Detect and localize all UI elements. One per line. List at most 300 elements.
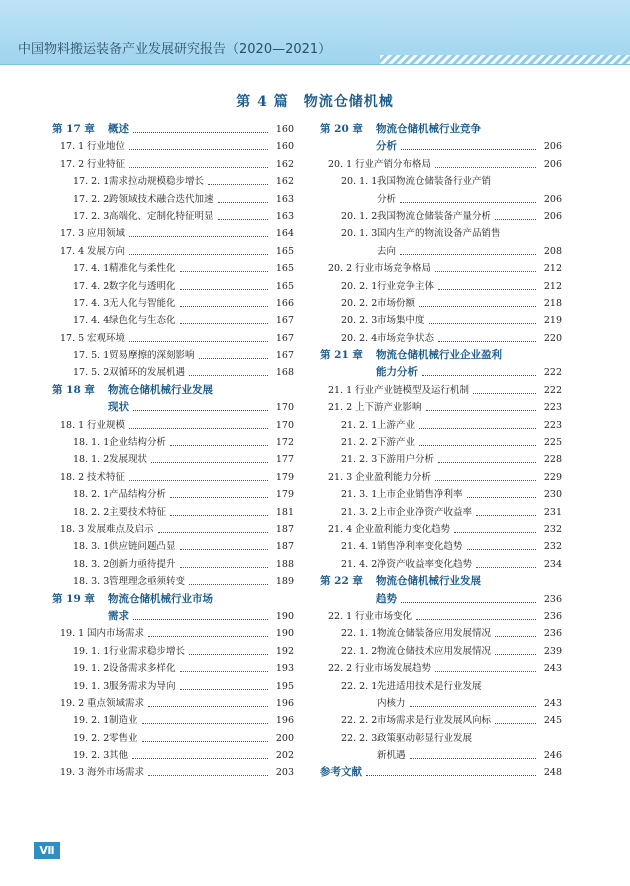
- toc-entry-number: 20. 2. 2: [341, 297, 378, 309]
- toc-entry-number: 第 19 章: [52, 592, 95, 605]
- toc-entry-title: 政策驱动彰显行业发展: [377, 732, 473, 744]
- toc-leader-dots: [400, 243, 536, 255]
- toc-entry-page: 196: [275, 697, 294, 709]
- toc-entry-page: 232: [543, 541, 562, 553]
- toc-entry-page: 206: [543, 158, 562, 170]
- toc-entry-title: 行业规模: [87, 419, 126, 431]
- toc-entry: [320, 138, 562, 155]
- toc-entry-page: 230: [543, 489, 562, 501]
- toc-entry: [320, 625, 562, 642]
- toc-entry: [52, 747, 294, 764]
- toc-entry-number: 19. 1. 1: [73, 645, 110, 657]
- toc-entry-page: 236: [543, 610, 562, 622]
- toc-entry-number: 17. 5. 1: [73, 350, 110, 362]
- toc-entry-title: 跨领域技术融合迭代加速: [109, 193, 214, 205]
- toc-entry-page: 222: [543, 367, 562, 379]
- toc-entry-title: 物流仓储机械行业发展: [108, 383, 213, 396]
- toc-entry-number: 18. 3. 1: [73, 541, 110, 553]
- toc-entry: [52, 573, 294, 590]
- toc-entry-number: 17. 4. 2: [73, 280, 110, 292]
- toc-leader-dots: [435, 660, 536, 672]
- toc-entry: [320, 678, 562, 695]
- toc-entry-number: 19. 3: [60, 767, 85, 779]
- toc-entry-number: 第 18 章: [52, 383, 95, 396]
- toc-entry-page: 179: [275, 471, 294, 483]
- toc-entry-number: 21. 2. 1: [341, 419, 378, 431]
- toc-entry-page: 192: [275, 645, 294, 657]
- toc-entry-page: 196: [275, 715, 294, 727]
- toc-entry: [52, 382, 294, 399]
- toc-entry: [52, 173, 294, 190]
- toc-entry: [320, 347, 562, 364]
- toc-entry-title: 行业产业链模型及运行机制: [355, 384, 470, 396]
- toc-entry-title: 发展现状: [109, 454, 148, 466]
- toc-leader-dots: [180, 678, 268, 690]
- toc-entry-number: 21. 2: [328, 402, 353, 414]
- toc-leader-dots: [180, 312, 268, 324]
- toc-entry-title: 上市企业销售净利率: [377, 489, 463, 501]
- toc-entry-page: 232: [543, 523, 562, 535]
- toc-entry-number: 21. 2. 2: [341, 437, 378, 449]
- toc-leader-dots: [129, 156, 268, 168]
- toc-entry-number: 22. 1. 1: [341, 628, 378, 640]
- toc-entry-number: 21. 1: [328, 384, 353, 396]
- toc-entry-title: 行业地位: [87, 141, 126, 153]
- toc-entry-page: 231: [543, 506, 562, 518]
- toc-leader-dots: [495, 643, 536, 655]
- toc-entry-title: 无人化与智能化: [109, 297, 176, 309]
- toc-entry: [320, 191, 562, 208]
- toc-entry: [320, 451, 562, 468]
- toc-entry-number: 20. 1. 1: [341, 176, 378, 188]
- toc-entry: [52, 660, 294, 677]
- toc-entry-number: 18. 3: [60, 523, 85, 535]
- part-title: 第 4 篇 物流仓储机械: [236, 94, 394, 110]
- toc-entry-number: 22. 2. 3: [341, 732, 378, 744]
- toc-entry-title: 上市企业净资产收益率: [377, 506, 473, 518]
- toc-entry: [320, 225, 562, 242]
- toc-entry-page: 164: [275, 228, 294, 240]
- toc-entry-page: 195: [275, 680, 294, 692]
- toc-entry-title: 能力分析: [376, 366, 418, 379]
- toc-entry: [52, 260, 294, 277]
- toc-entry-number: 22. 1: [328, 610, 353, 622]
- toc-entry-number: 19. 2. 1: [73, 715, 110, 727]
- toc-entry-title: 销售净利率变化趋势: [377, 541, 463, 553]
- toc-entry-page: 190: [275, 628, 294, 640]
- toc-entry-page: 223: [543, 402, 562, 414]
- toc-leader-dots: [410, 695, 536, 707]
- toc-entry: [320, 573, 562, 590]
- toc-entry-title: 重点领域需求: [87, 697, 145, 709]
- toc-entry-number: 21. 4. 2: [341, 558, 378, 570]
- toc-entry-page: 203: [275, 767, 294, 779]
- toc-entry-title: 企业盈利能力分析: [355, 471, 432, 483]
- toc-leader-dots: [170, 486, 268, 498]
- toc-entry: [320, 156, 562, 173]
- toc-entry-page: 245: [543, 715, 562, 727]
- toc-entry-title: 国内生产的物流设备产品销售: [377, 228, 501, 240]
- toc-entry-number: 19. 1: [60, 628, 85, 640]
- toc-entry-page: 228: [543, 454, 562, 466]
- toc-entry-title: 市场需求是行业发展风向标: [377, 715, 492, 727]
- toc-entry: [320, 556, 562, 573]
- toc-leader-dots: [133, 399, 268, 411]
- toc-entry-title: 内核力: [377, 697, 406, 709]
- toc-entry-title: 发展方向: [87, 245, 126, 257]
- toc-entry-title: 分析: [376, 140, 397, 153]
- toc-entry-page: 202: [275, 750, 294, 762]
- toc-entry: [52, 608, 294, 625]
- toc-entry-title: 概述: [108, 123, 129, 135]
- toc-leader-dots: [151, 451, 268, 463]
- toc-leader-dots: [467, 538, 536, 550]
- toc-entry-page: 170: [275, 419, 294, 431]
- toc-entry: [320, 173, 562, 190]
- toc-entry-number: 第 17 章: [52, 123, 95, 135]
- toc-entry: [52, 712, 294, 729]
- toc-entry-title: 行业特征: [87, 158, 126, 170]
- toc-leader-dots: [180, 260, 268, 272]
- toc-entry-page: 166: [275, 297, 294, 309]
- toc-entry: [52, 312, 294, 329]
- toc-entry-page: 167: [275, 332, 294, 344]
- toc-leader-dots: [438, 330, 536, 342]
- toc-entry: [52, 451, 294, 468]
- toc-entry-title: 发展难点及启示: [87, 523, 154, 535]
- toc-entry-number: 18. 1. 1: [73, 437, 110, 449]
- toc-entry-page: 187: [275, 541, 294, 553]
- toc-entry: [52, 347, 294, 364]
- toc-leader-dots: [148, 764, 268, 776]
- toc-leader-dots: [133, 121, 268, 133]
- toc-entry: [52, 434, 294, 451]
- toc-leader-dots: [476, 556, 536, 568]
- toc-entry: [52, 625, 294, 642]
- toc-entry-page: 187: [275, 523, 294, 535]
- toc-entry-number: 20. 2. 1: [341, 280, 378, 292]
- toc-leader-dots: [473, 382, 536, 394]
- toc-entry-title: 先进适用技术是行业发展: [377, 680, 482, 692]
- toc-entry-page: 179: [275, 489, 294, 501]
- toc-entry: [52, 191, 294, 208]
- toc-entry: [52, 225, 294, 242]
- toc-entry-title: 数字化与透明化: [109, 280, 176, 292]
- toc-entry-number: 22. 1. 2: [341, 645, 378, 657]
- toc-leader-dots: [419, 417, 536, 429]
- toc-entry-page: 167: [275, 350, 294, 362]
- toc-leader-dots: [218, 191, 268, 203]
- toc-entry-title: 行业市场发展趋势: [355, 663, 432, 675]
- toc-entry-title: 主要技术特征: [109, 506, 167, 518]
- toc-entry: [320, 730, 562, 747]
- toc-entry-page: 177: [275, 454, 294, 466]
- toc-entry-number: 17. 4: [60, 245, 85, 257]
- toc-entry-title: 服务需求为导向: [109, 680, 176, 692]
- toc-entry: [52, 208, 294, 225]
- toc-entry-title: 物流仓储机械行业竞争: [376, 123, 481, 135]
- toc-entry-page: 234: [543, 558, 562, 570]
- toc-leader-dots: [476, 504, 536, 516]
- toc-entry: [320, 504, 562, 521]
- toc-entry-title: 现状: [108, 401, 129, 414]
- toc-leader-dots: [438, 278, 536, 290]
- toc-entry-page: 200: [275, 732, 294, 744]
- toc-entry-title: 行业竞争主体: [377, 280, 435, 292]
- toc-entry-page: 188: [275, 558, 294, 570]
- toc-entry-page: 163: [275, 210, 294, 222]
- toc-entry-number: 17. 2. 2: [73, 193, 110, 205]
- toc-leader-dots: [189, 643, 268, 655]
- toc-entry-title: 高端化、定制化特征明显: [109, 210, 214, 222]
- toc-entry-title: 分析: [377, 193, 397, 205]
- toc-entry-number: 18. 2. 2: [73, 506, 110, 518]
- toc-entry-page: 212: [543, 280, 562, 292]
- toc-leader-dots: [148, 695, 268, 707]
- toc-entry: [320, 330, 562, 347]
- toc-entry-title: 企业结构分析: [109, 437, 167, 449]
- toc-entry-number: 18. 3. 3: [73, 576, 110, 588]
- toc-leader-dots: [435, 469, 536, 481]
- toc-entry: [52, 504, 294, 521]
- toc-entry-number: 22. 2. 1: [341, 680, 378, 692]
- toc-entry-number: 17. 5: [60, 332, 85, 344]
- toc-entry-page: 246: [543, 750, 562, 762]
- toc-entry-page: 181: [275, 506, 294, 518]
- toc-entry: [52, 156, 294, 173]
- toc-entry-number: 18. 3. 2: [73, 558, 110, 570]
- toc-entry-number: 19. 2: [60, 697, 85, 709]
- toc-entry-title: 海外市场需求: [87, 767, 145, 779]
- toc-entry: [320, 643, 562, 660]
- toc-entry-page: 220: [543, 332, 562, 344]
- toc-entry-title: 行业产销分布格局: [355, 158, 432, 170]
- toc-entry-page: 236: [543, 593, 562, 605]
- toc-entry: [52, 121, 294, 138]
- toc-entry-number: 17. 3: [60, 228, 85, 240]
- toc-leader-dots: [189, 364, 268, 376]
- toc-entry-number: 21. 4. 1: [341, 541, 378, 553]
- toc-entry: [52, 591, 294, 608]
- toc-entry-page: 162: [275, 158, 294, 170]
- toc-entry-page: 160: [275, 124, 294, 135]
- toc-entry: [52, 469, 294, 486]
- toc-leader-dots: [422, 364, 536, 376]
- toc-entry: [320, 208, 562, 225]
- toc-entry: [320, 486, 562, 503]
- header-banner: [0, 0, 630, 64]
- toc-entry: [52, 764, 294, 781]
- toc-entry-number: 18. 1: [60, 419, 85, 431]
- toc-leader-dots: [410, 747, 536, 759]
- toc-entry-title: 物流仓储技术应用发展情况: [377, 645, 492, 657]
- toc-entry-page: 212: [543, 263, 562, 275]
- toc-entry: [320, 434, 562, 451]
- toc-entry-page: 243: [543, 663, 562, 675]
- header-title: 中国物料搬运装备产业发展研究报告（2020—2021）: [18, 42, 332, 57]
- toc-entry-title: 制造业: [109, 715, 138, 727]
- toc-leader-dots: [495, 208, 536, 220]
- toc-entry-title: 物流仓储装备应用发展情况: [377, 628, 492, 640]
- toc-entry-title: 市场竞争状态: [377, 332, 435, 344]
- toc-entry-title: 新机遇: [377, 750, 406, 762]
- toc-entry: [320, 660, 562, 677]
- toc-entry-title: 参考文献: [320, 766, 362, 779]
- toc-entry: [52, 295, 294, 312]
- toc-entry-page: 165: [275, 263, 294, 275]
- toc-entry-page: 219: [543, 315, 562, 327]
- toc-leader-dots: [180, 278, 268, 290]
- toc-entry: [52, 364, 294, 381]
- toc-entry-number: 21. 4: [328, 523, 353, 535]
- toc-entry-page: 206: [543, 210, 562, 222]
- toc-leader-dots: [129, 225, 268, 237]
- toc-leader-dots: [189, 573, 268, 585]
- toc-entry-title: 下游用户分析: [377, 454, 435, 466]
- toc-entry-page: 193: [275, 663, 294, 675]
- toc-leader-dots: [435, 260, 536, 272]
- toc-leader-dots: [401, 138, 536, 150]
- toc-leader-dots: [142, 712, 268, 724]
- header-stripes: [380, 55, 630, 64]
- toc-entry-title: 零售业: [109, 732, 138, 744]
- toc-entry-title: 我国物流仓储装备行业产销: [377, 176, 492, 188]
- toc-entry-title: 贸易摩擦的深刻影响: [109, 350, 195, 362]
- toc-leader-dots: [170, 434, 268, 446]
- toc-entry: [320, 121, 562, 138]
- toc-entry-page: 160: [275, 141, 294, 153]
- toc-entry-title: 需求拉动规模稳步增长: [109, 176, 205, 188]
- toc-column-left: [52, 121, 294, 782]
- toc-entry: [52, 486, 294, 503]
- toc-entry-page: 165: [275, 245, 294, 257]
- toc-entry-number: 20. 2. 3: [341, 315, 378, 327]
- toc-entry-page: 172: [275, 437, 294, 449]
- toc-entry-page: 225: [543, 437, 562, 449]
- toc-entry-number: 18. 2: [60, 471, 85, 483]
- toc-entry: [320, 712, 562, 729]
- toc-entry-page: 190: [275, 610, 294, 622]
- toc-entry: [52, 399, 294, 416]
- toc-entry-page: 170: [275, 402, 294, 414]
- toc-entry-title: 技术特征: [87, 471, 126, 483]
- toc-entry: [52, 330, 294, 347]
- toc-entry: [320, 747, 562, 764]
- toc-leader-dots: [495, 712, 536, 724]
- toc-leader-dots: [495, 625, 536, 637]
- toc-entry-number: 17. 1: [60, 141, 85, 153]
- toc-entry-page: 165: [275, 280, 294, 292]
- toc-leader-dots: [133, 608, 268, 620]
- toc-entry-page: 206: [543, 141, 562, 153]
- toc-entry-title: 绿色化与生态化: [109, 315, 176, 327]
- toc-entry-title: 设备需求多样化: [109, 663, 176, 675]
- toc-leader-dots: [426, 399, 536, 411]
- toc-entry-number: 19. 2. 3: [73, 750, 110, 762]
- toc-entry-number: 第 21 章: [320, 349, 363, 362]
- toc-entry-page: 167: [275, 315, 294, 327]
- toc-entry-number: 18. 1. 2: [73, 454, 110, 466]
- toc-entry-title: 我国物流仓储装备产量分析: [377, 210, 492, 222]
- toc-entry-number: 17. 4. 3: [73, 297, 110, 309]
- toc-leader-dots: [429, 312, 536, 324]
- toc-entry-title: 净资产收益率变化趋势: [377, 558, 473, 570]
- toc-entry: [320, 591, 562, 608]
- toc-entry: [320, 764, 562, 781]
- toc-entry-title: 其他: [109, 750, 129, 762]
- toc-entry-number: 20. 1: [328, 158, 353, 170]
- toc-leader-dots: [129, 469, 268, 481]
- toc-entry: [320, 399, 562, 416]
- toc-entry-title: 去向: [377, 245, 397, 257]
- toc-entry-page: 168: [275, 367, 294, 379]
- toc-leader-dots: [366, 764, 536, 776]
- toc-leader-dots: [435, 156, 536, 168]
- toc-entry: [52, 417, 294, 434]
- toc-entry-number: 22. 2: [328, 663, 353, 675]
- toc-entry-title: 供应链问题凸显: [109, 541, 176, 553]
- toc-entry: [320, 364, 562, 381]
- toc-entry-page: 243: [543, 697, 562, 709]
- toc-leader-dots: [180, 538, 268, 550]
- toc-entry-title: 创新力亟待提升: [109, 558, 176, 570]
- toc-entry: [52, 538, 294, 555]
- page-number: Ⅶ: [39, 844, 55, 857]
- toc-entry-page: 206: [543, 193, 562, 205]
- toc-entry-number: 第 20 章: [320, 123, 363, 135]
- toc-entry: [320, 417, 562, 434]
- toc-entry: [52, 695, 294, 712]
- toc-column-right: [320, 121, 562, 782]
- toc-leader-dots: [416, 608, 536, 620]
- toc-entry-page: 218: [543, 297, 562, 309]
- toc-entry-page: 163: [275, 193, 294, 205]
- toc-entry-number: 20. 2: [328, 263, 353, 275]
- toc-entry-title: 市场份额: [377, 297, 416, 309]
- toc-entry: [52, 730, 294, 747]
- toc-entry-number: 21. 3: [328, 471, 353, 483]
- toc-leader-dots: [129, 243, 268, 255]
- toc-entry-number: 20. 1. 3: [341, 228, 378, 240]
- toc-leader-dots: [180, 556, 268, 568]
- toc-entry-number: 19. 1. 3: [73, 680, 110, 692]
- toc-entry-title: 下游产业: [377, 437, 416, 449]
- toc-entry-number: 20. 1. 2: [341, 210, 378, 222]
- toc-entry-title: 上游产业: [377, 419, 416, 431]
- toc-entry: [320, 469, 562, 486]
- toc-entry: [320, 521, 562, 538]
- toc-leader-dots: [170, 504, 268, 516]
- toc-entry-page: 223: [543, 419, 562, 431]
- toc-entry-number: 21. 2. 3: [341, 454, 378, 466]
- toc-entry: [320, 382, 562, 399]
- toc-entry-number: 17. 5. 2: [73, 367, 110, 379]
- toc-entry-title: 应用领域: [87, 228, 126, 240]
- toc-entry-page: 229: [543, 471, 562, 483]
- header-divider: [0, 64, 630, 65]
- toc-entry: [52, 138, 294, 155]
- toc-leader-dots: [132, 747, 268, 759]
- toc-leader-dots: [438, 451, 536, 463]
- toc-entry-page: 236: [543, 628, 562, 640]
- toc-leader-dots: [467, 486, 536, 498]
- toc-entry-title: 行业市场变化: [355, 610, 413, 622]
- toc-leader-dots: [401, 591, 536, 603]
- toc-entry-number: 第 22 章: [320, 575, 363, 588]
- toc-entry-number: 22. 2. 2: [341, 715, 378, 727]
- toc-entry-page: 189: [275, 576, 294, 588]
- toc-leader-dots: [208, 173, 268, 185]
